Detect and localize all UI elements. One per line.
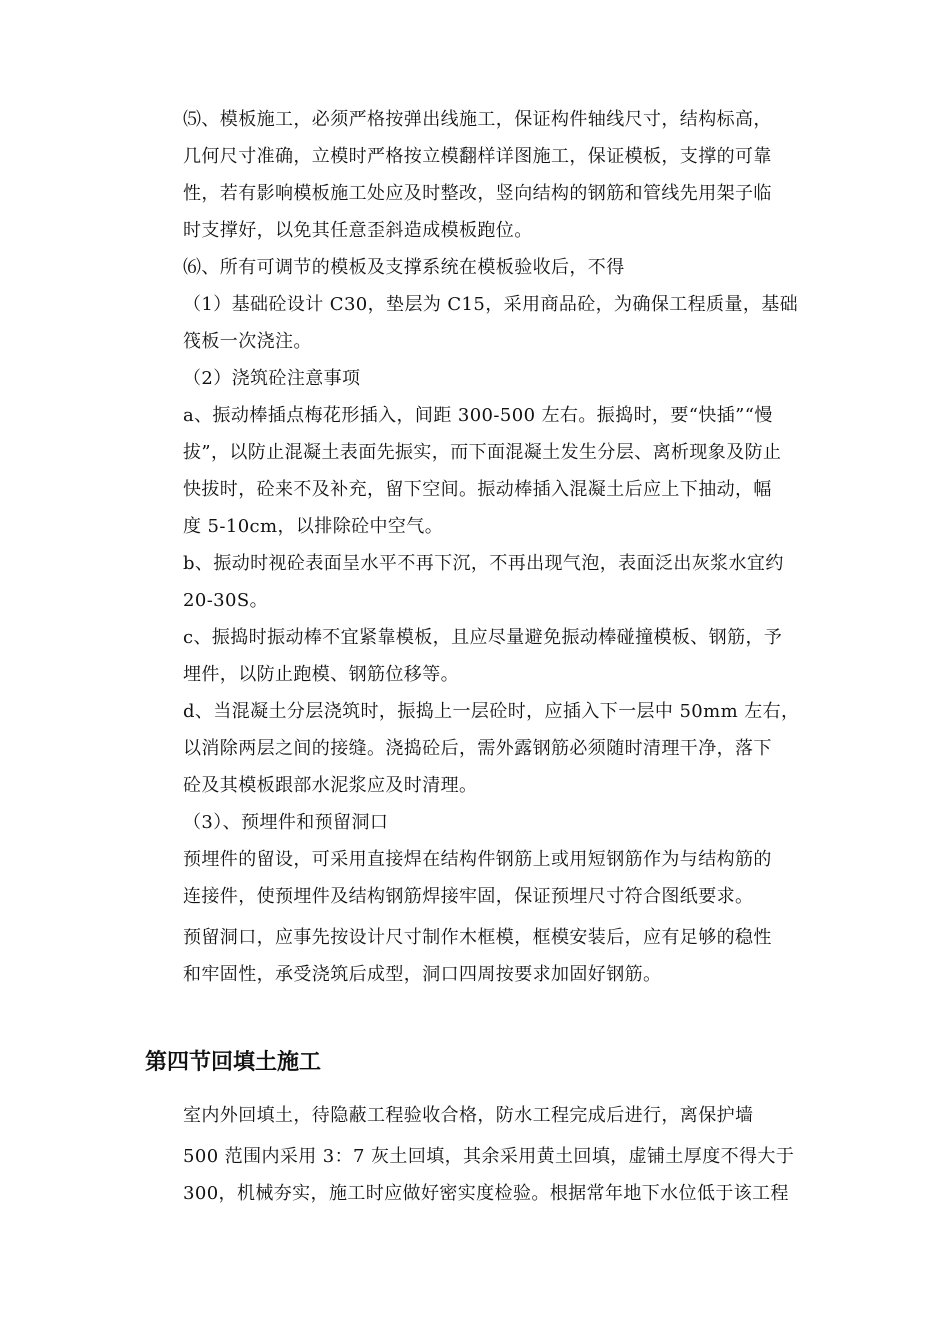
paragraph-line: 预留洞口，应事先按设计尺寸制作木框模，框模安装后，应有足够的稳性 (183, 927, 772, 948)
paragraph-line: 时支撑好，以免其任意歪斜造成模板跑位。 (183, 220, 533, 241)
paragraph-line: 预埋件的留设，可采用直接焊在结构件钢筋上或用短钢筋作为与结构筋的 (183, 849, 772, 870)
paragraph-line: 埋件，以防止跑模、钢筋位移等。 (183, 664, 459, 685)
paragraph-line: 拔”，以防止混凝土表面先振实，而下面混凝土发生分层、离析现象及防止 (183, 442, 782, 463)
paragraph-line: ⑸、模板施工，必须严格按弹出线施工，保证构件轴线尺寸，结构标高， (183, 109, 772, 130)
paragraph-line: （1）基础砼设计 C30，垫层为 C15，采用商品砼，为确保工程质量，基础 (183, 294, 799, 315)
paragraph-line: 几何尺寸准确，立模时严格按立模翻样详图施工，保证模板，支撑的可靠 (183, 146, 772, 167)
paragraph-line: 和牢固性，承受浇筑后成型，洞口四周按要求加固好钢筋。 (183, 964, 662, 985)
section-heading: 第四节回填土施工 (145, 1050, 322, 1075)
paragraph-line: a、振动棒插点梅花形插入，间距 300-500 左右。振捣时，要“快插”“慢 (183, 405, 773, 426)
paragraph-line: 快拔时，砼来不及补充，留下空间。振动棒插入混凝土后应上下抽动，幅 (183, 479, 772, 500)
paragraph-line: 连接件，使预埋件及结构钢筋焊接牢固，保证预埋尺寸符合图纸要求。 (183, 886, 754, 907)
paragraph-line: 性，若有影响模板施工处应及时整改，竖向结构的钢筋和管线先用架子临 (183, 183, 772, 204)
paragraph-line: （3）、预埋件和预留洞口 (183, 812, 389, 833)
paragraph-line: 砼及其模板跟部水泥浆应及时清理。 (183, 775, 478, 796)
paragraph-line: d、当混凝土分层浇筑时，振捣上一层砼时，应插入下一层中 50mm 左右， (183, 701, 800, 722)
section-paragraph-line: 500 范围内采用 3：7 灰土回填，其余采用黄土回填，虚铺土厚度不得大于 (183, 1146, 795, 1167)
section-paragraph-line: 室内外回填土，待隐蔽工程验收合格，防水工程完成后进行，离保护墙 (183, 1105, 754, 1126)
paragraph-line: c、振捣时振动棒不宜紧靠模板，且应尽量避免振动棒碰撞模板、钢筋，予 (183, 627, 783, 648)
paragraph-line: 筏板一次浇注。 (183, 331, 312, 352)
paragraph-line: b、振动时视砼表面呈水平不再下沉，不再出现气泡，表面泛出灰浆水宜约 (183, 553, 784, 574)
paragraph-line: 度 5-10cm，以排除砼中空气。 (183, 516, 444, 537)
paragraph-line: ⑹、所有可调节的模板及支撑系统在模板验收后，不得 (183, 257, 625, 278)
section-paragraph-line: 300，机械夯实，施工时应做好密实度检验。根据常年地下水位低于该工程 (183, 1183, 789, 1204)
paragraph-line: （2）浇筑砼注意事项 (183, 368, 361, 389)
paragraph-line: 20-30S。 (183, 590, 269, 611)
paragraph-line: 以消除两层之间的接缝。浇捣砼后，需外露钢筋必须随时清理干净，落下 (183, 738, 772, 759)
